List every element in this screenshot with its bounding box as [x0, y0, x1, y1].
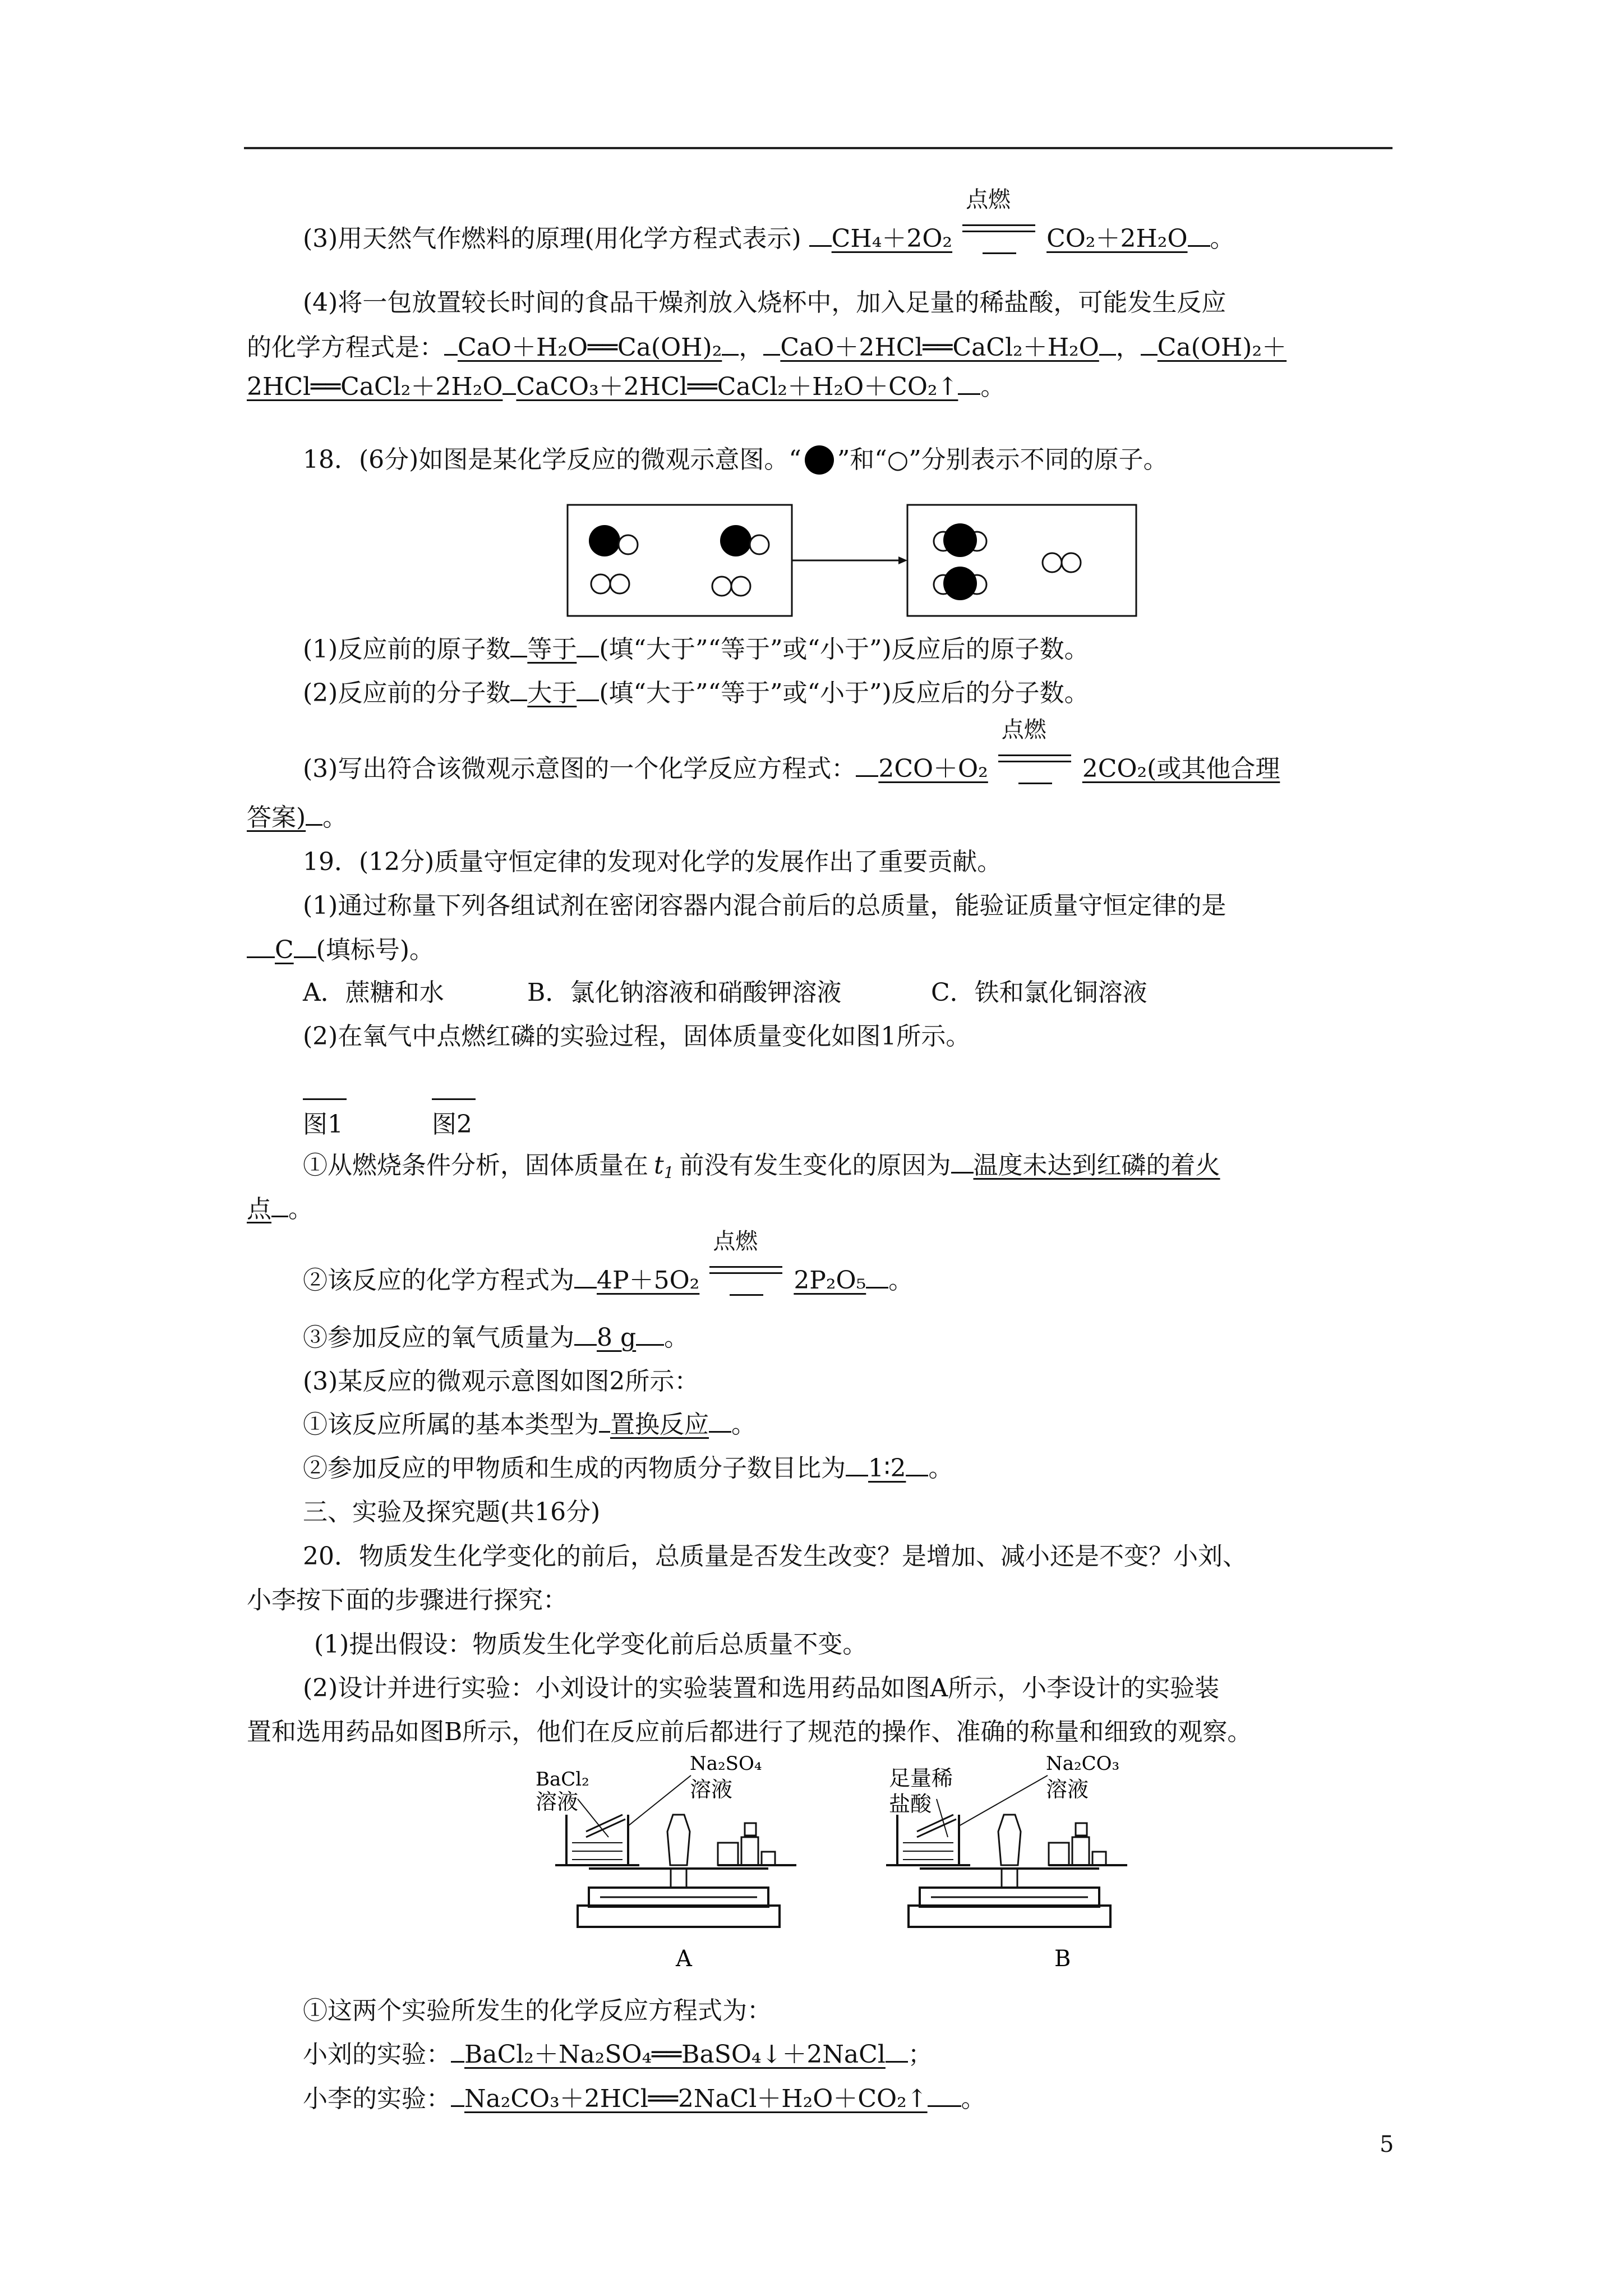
- q18-part3-cont: [247, 801, 1396, 835]
- q19-sub2: [303, 1228, 1453, 1297]
- fig1-caption: 图1: [303, 1110, 343, 1139]
- option-b: B．氯化钠溶液和硝酸钾溶液: [527, 978, 842, 1007]
- q18-part1: [303, 633, 1453, 666]
- q19-s1-answer-1: 温度未达到红磷的着火: [973, 1151, 1220, 1180]
- page-number: 5: [1380, 2132, 1394, 2157]
- q20-stem-line2: 小李按下面的步骤进行探究：: [247, 1586, 568, 1614]
- figB-caption: B: [1054, 1946, 1071, 1972]
- q19-sub1: [303, 1149, 1453, 1182]
- q17-p3-condition: 点燃: [966, 187, 1011, 213]
- q18-p3-condition: 点燃: [1001, 717, 1046, 743]
- q17-p4-eq4: CaCO₃＋2HCl══CaCl₂＋H₂O＋CO₂↑: [516, 372, 958, 401]
- q19-s1-t: t: [654, 1151, 664, 1180]
- q17-end: 。: [980, 372, 1006, 401]
- q19-s2-end: 。: [888, 1266, 914, 1295]
- q17-reaction-condition: [960, 187, 1039, 247]
- q17-p3-reactants: CH₄＋2O₂: [831, 224, 953, 253]
- q19-sub3: [303, 1321, 1453, 1355]
- q20-liu-label: 小刘的实验：: [303, 2040, 451, 2069]
- q19-t2-answer: 1∶2: [868, 1454, 906, 1483]
- q18-p2-b: (填“大于”“等于”或“小于”)反应后的分子数。: [599, 679, 1089, 707]
- q19-s1-answer-2: 点: [247, 1195, 271, 1223]
- q19-s1-b: 前没有发生变化的原因为: [679, 1151, 951, 1180]
- q18-p3-a: (3)写出符合该微观示意图的一个化学反应方程式：: [303, 754, 856, 783]
- q17-p4-eq3b: 2HCl══CaCl₂＋2H₂O: [247, 372, 503, 401]
- q17-part4-line2: [247, 331, 1396, 365]
- figB-right-label-top: Na₂CO₃: [1046, 1753, 1120, 1775]
- q18-stem-a: 18．(6分)如图是某化学反应的微观示意图。“: [303, 445, 801, 474]
- q18-end: 。: [322, 803, 348, 832]
- q18-p3-products: 2CO₂(或其他合理: [1082, 754, 1280, 783]
- q19-s2-reactants: 4P＋5O₂: [597, 1266, 700, 1295]
- q18-p3-reactants: 2CO＋O₂: [878, 754, 988, 783]
- q20-part2-line2: 置和选用药品如图B所示，他们在反应前后都进行了规范的操作、准确的称量和细致的观察。: [247, 1718, 1252, 1746]
- q18-p1-b: (填“大于”“等于”或“小于”)反应后的原子数。: [599, 635, 1089, 664]
- q18-reaction-condition: [996, 717, 1075, 777]
- section-3-heading: 三、实验及探究题(共16分): [303, 1498, 601, 1526]
- q20-part2-line1: (2)设计并进行实验：小刘设计的实验装置和选用药品如图A所示，小李设计的实验装: [303, 1674, 1220, 1703]
- q19-s3-end: 。: [664, 1323, 689, 1352]
- q19-part3: (3)某反应的微观示意图如图2所示：: [303, 1367, 699, 1396]
- q20-part1: (1)提出假设：物质发生化学变化前后总质量不变。: [314, 1630, 868, 1659]
- q20-liu-equation: BaCl₂＋Na₂SO₄══BaSO₄↓＋2NaCl: [464, 2040, 886, 2069]
- fig2-placeholder-line: [432, 1098, 476, 1100]
- q17-sep-1: ，: [739, 333, 764, 362]
- header-rule: [244, 147, 1393, 149]
- product-o2-molecule: [1043, 553, 1081, 572]
- q18-stem-b: ”和“○”分别表示不同的原子。: [837, 445, 1168, 474]
- option-a: A．蔗糖和水: [303, 978, 444, 1007]
- q19-s1-t-sub: 1: [663, 1163, 674, 1182]
- figB-left-label-bottom: 盐酸: [889, 1792, 932, 1816]
- q18-p2-a: (2)反应前的分子数: [303, 679, 511, 707]
- product-co2-molecule-1: [934, 523, 986, 557]
- reactant-o2-molecule-2: [712, 577, 750, 596]
- q19-part2: (2)在氧气中点燃红磷的实验过程，固体质量变化如图1所示。: [303, 1022, 971, 1051]
- q19-t2-end: 。: [928, 1454, 953, 1483]
- q18-stem: [303, 443, 1453, 477]
- filled-atom-icon: [801, 444, 837, 476]
- q19-s1-end: 。: [288, 1195, 313, 1223]
- fig1-placeholder-line: [303, 1098, 347, 1100]
- q19-sub1-cont: [247, 1193, 1396, 1226]
- q19-t1-end: 。: [731, 1410, 756, 1439]
- q19-options: [303, 976, 1453, 1010]
- q17-p4-eq1: CaO＋H₂O══Ca(OH)₂: [458, 333, 722, 362]
- q20-liu: [303, 2038, 1453, 2072]
- q18-p1-a: (1)反应前的原子数: [303, 635, 511, 664]
- q20-sub1: ①这两个实验所发生的化学反应方程式为：: [303, 1996, 772, 2025]
- q20-stem-line1: 20．物质发生化学变化的前后，总质量是否发生改变？是增加、减小还是不变？小刘、: [303, 1542, 1247, 1571]
- q19-t2-a: ②参加反应的甲物质和生成的丙物质分子数目比为: [303, 1454, 846, 1483]
- q19-s2-products: 2P₂O₅: [794, 1266, 866, 1295]
- figB-right-label-bottom: 溶液: [1046, 1777, 1089, 1802]
- figA-right-label-top: Na₂SO₄: [690, 1753, 762, 1775]
- q17-p3-label: (3)用天然气作燃料的原理(用化学方程式表示): [303, 224, 801, 253]
- q19-s1-a: ①从燃烧条件分析，固体质量在: [303, 1151, 648, 1180]
- figB-left-label-top: 足量稀: [889, 1766, 953, 1791]
- reactant-co-molecule-2: [720, 525, 769, 556]
- q19-t2: [303, 1452, 1453, 1485]
- q18-part2: [303, 677, 1453, 710]
- fig2-caption: 图2: [432, 1110, 472, 1139]
- q19-part1-line1: (1)通过称量下列各组试剂在密闭容器内混合前后的总质量，能验证质量守恒定律的是: [303, 891, 1227, 920]
- q18-p2-answer: 大于: [527, 679, 577, 707]
- q17-part4-line1: (4)将一包放置较长时间的食品干燥剂放入烧杯中，加入足量的稀盐酸，可能发生反应: [303, 288, 1227, 317]
- q19-s2-a: ②该反应的化学方程式为: [303, 1266, 574, 1295]
- figA-right-label-bottom: 溶液: [690, 1777, 733, 1802]
- q18-micro-diagram: [566, 502, 1138, 620]
- figA-caption: A: [676, 1946, 692, 1972]
- q17-part3: [303, 187, 1453, 256]
- q20-liu-sep: ；: [907, 2040, 933, 2069]
- q20-li-equation: Na₂CO₃＋2HCl══2NaCl＋H₂O＋CO₂↑: [464, 2085, 928, 2113]
- q18-p3-cont: 答案): [247, 803, 306, 832]
- q19-p1-tail: (填标号)。: [316, 936, 435, 964]
- reactant-co-molecule-1: [589, 525, 638, 556]
- q19-s3-a: ③参加反应的氧气质量为: [303, 1323, 574, 1352]
- figA-left-label-bottom: 溶液: [536, 1789, 579, 1814]
- q19-part1-line2: [247, 933, 1396, 967]
- option-c: C．铁和氯化铜溶液: [931, 978, 1147, 1007]
- q20-li-label: 小李的实验：: [303, 2085, 451, 2113]
- reactant-o2-molecule-1: [591, 574, 629, 593]
- q20-li: [303, 2082, 1453, 2116]
- q17-part4-line3: [247, 370, 1396, 404]
- q17-p4-prefix: 的化学方程式是：: [247, 333, 444, 362]
- q19-t1-a: ①该反应所属的基本类型为: [303, 1410, 599, 1439]
- q19-reaction-condition: [707, 1228, 786, 1289]
- q19-stem: 19．(12分)质量守恒定律的发现对化学的发展作出了重要贡献。: [303, 848, 1002, 876]
- q20-li-end: 。: [961, 2085, 986, 2113]
- product-co2-molecule-2: [934, 567, 986, 600]
- q17-sep-2: ，: [1115, 333, 1141, 362]
- q19-t1: [303, 1408, 1453, 1442]
- figA-left-label-top: BaCl₂: [536, 1768, 589, 1791]
- q19-s2-condition: 点燃: [713, 1228, 758, 1254]
- q18-p1-answer: 等于: [527, 635, 577, 664]
- q17-p4-eq2: CaO＋2HCl══CaCl₂＋H₂O: [780, 333, 1099, 362]
- q17-p3-end: 。: [1210, 224, 1235, 253]
- q19-p1-answer: C: [275, 936, 294, 964]
- q17-p4-eq3a: Ca(OH)₂＋: [1157, 333, 1287, 362]
- q20-balance-figures: [533, 1753, 1150, 1977]
- q19-t1-answer: 置换反应: [610, 1410, 709, 1439]
- q17-p3-products: CO₂＋2H₂O: [1046, 224, 1188, 253]
- q19-s3-answer: 8 g: [597, 1323, 637, 1352]
- q18-part3: [303, 717, 1453, 786]
